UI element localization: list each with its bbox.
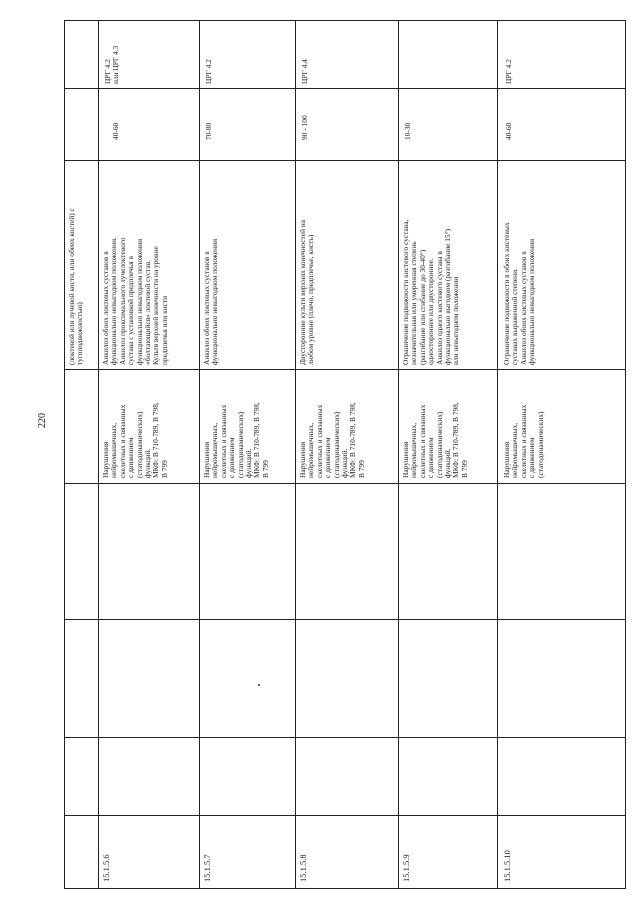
- table-cell-description: Анкилоз обоих локтевых суставов в функционально невыгодном положении. Анкилоз проксимального лучелоктевого сустава с установкой предплечья в функционально невыгодном положении «болтающийся» локтевой сустав. Культя верхней конечности на уровне предплечья или кисти: [101, 237, 169, 365]
- row-divider: [199, 20, 200, 889]
- table-cell-criteria: ЦРГ 4.2 или ЦРГ 4.3: [103, 45, 121, 84]
- table-cell-description: Двусторонние культи верхних конечностей на любом уровне (плечо, предплечье, кисть): [298, 219, 316, 365]
- table-cell-percent: 40-60: [504, 122, 513, 140]
- row-divider: [98, 20, 99, 889]
- table-border: [625, 20, 626, 889]
- table-border: [64, 20, 65, 889]
- table-cell-code: 15.1.5.9: [401, 854, 411, 882]
- table-cell-violations: Нарушения нейромышечных, скелетных и связанных с движением (статодинамических) функций. МКФ: В 710-789, В 798, В 799: [298, 402, 366, 478]
- column-divider: [64, 483, 626, 484]
- table-cell-percent: 40-60: [111, 122, 120, 140]
- table-cell-description: (локтевой или лучевой кости, или обеих костей) с тугоподвижностью): [67, 208, 85, 365]
- table-cell-code: 15.1.5.10: [502, 850, 512, 882]
- table-cell-percent: 70-80: [204, 122, 213, 140]
- row-divider: [398, 20, 399, 889]
- table-cell-violations: Нарушения нейромышечных, скелетных и связанных с движением (статодинамических) функций. МКФ: В 710-789, В 798, В 799: [401, 402, 469, 478]
- table-cell-criteria: ЦРГ 4.2: [204, 59, 213, 84]
- table-cell-percent: 90 - 100: [300, 115, 309, 140]
- table-cell-code: 15.1.5.8: [298, 854, 308, 882]
- table-cell-description: Анкилоз обоих локтевых суставов в функционально невыгодном положении: [202, 238, 220, 365]
- column-divider: [64, 88, 626, 89]
- table-cell-description: Ограничение подвижности в обоих кистевых суставах выраженной степени. Анкилоз обоих кистевых суставов в функционально невыгодном положении: [502, 222, 537, 365]
- table-cell-violations: Нарушения нейромышечных, скелетных и связанных с движением (статодинамических) функций. МКФ: В 710-789, В 798, В 799: [101, 402, 169, 478]
- table-cell-description: Ограничение подвижности кистевого сустава, незначительная или умеренная степень (разгибание или сгибание до 30-40°) одностороннее или двустороннее. Анкилоз одного кистевого сустава в функционально выгодном (разгибание 15°) или невыгодном положении: [401, 219, 461, 365]
- table-cell-code: 15.1.5.7: [202, 854, 212, 882]
- table-cell-violations: Нарушения нейромышечных, скелетных и связанных с движением (статодинамических): [502, 404, 545, 478]
- column-divider: [64, 737, 626, 738]
- page-number: 220: [37, 413, 48, 428]
- table-cell-percent: 10-30: [403, 122, 412, 140]
- table-cell-criteria: ЦРГ 4.2: [504, 59, 513, 84]
- column-divider: [64, 619, 626, 620]
- row-divider: [497, 20, 498, 889]
- table-cell-code: 15.1.5.6: [101, 854, 111, 882]
- table-cell-criteria: ЦРГ 4.4: [300, 59, 309, 84]
- column-divider: [64, 815, 626, 816]
- table-border: [64, 888, 626, 889]
- row-divider: [295, 20, 296, 889]
- table-cell-violations: Нарушения нейромышечных, скелетных и связанных с движением (статодинамических) функций. МКФ: В 710-789, В 798, В 799: [202, 402, 270, 478]
- scan-speck: [258, 684, 260, 686]
- table-border: [64, 20, 626, 21]
